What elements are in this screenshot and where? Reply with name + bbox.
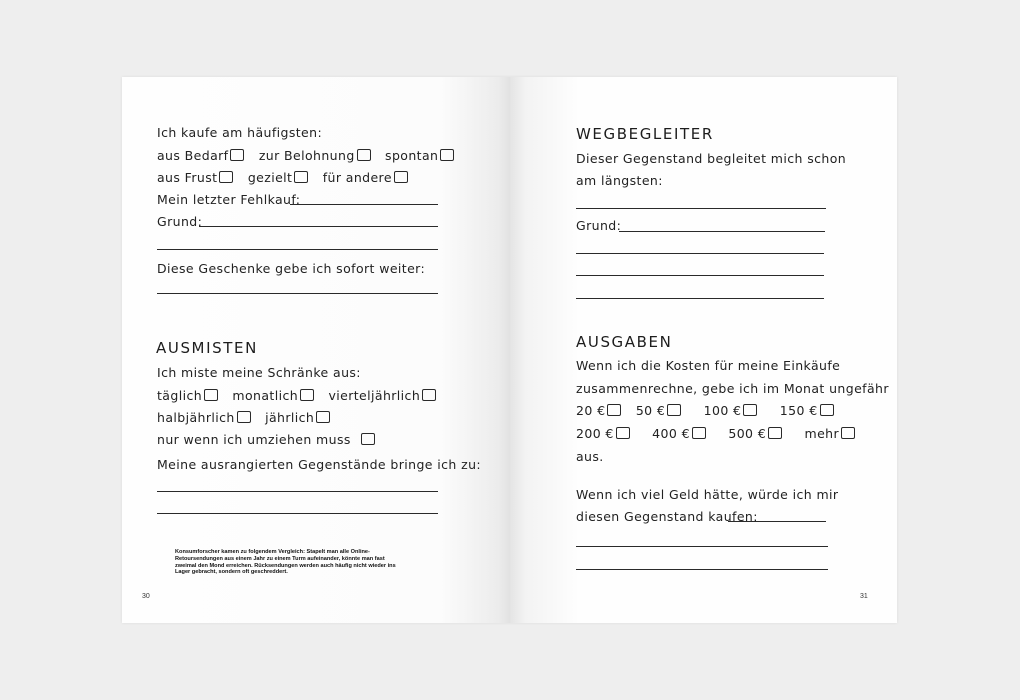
option-label: vierteljährlich <box>328 388 421 403</box>
checkbox[interactable] <box>820 404 834 416</box>
write-line[interactable] <box>576 298 824 299</box>
section-heading-wegbegleiter: WEGBEGLEITER <box>576 125 714 143</box>
write-line[interactable] <box>576 569 828 570</box>
write-line[interactable] <box>576 546 828 547</box>
last-miss-label: Mein letzter Fehlkauf: <box>157 192 301 207</box>
ausgaben-line-2: zusammenrechne, gebe ich im Monat ungefähr <box>576 381 889 396</box>
checkbox[interactable] <box>841 427 855 439</box>
ausmisten-options-row-1 <box>157 388 438 404</box>
purchase-title: Ich kaufe am häufigsten: <box>157 125 323 140</box>
write-line[interactable] <box>290 204 438 205</box>
checkbox[interactable] <box>667 404 681 416</box>
option-label: mehr <box>804 426 840 441</box>
page-number-right: 31 <box>860 593 868 600</box>
wish-line-1: Wenn ich viel Geld hätte, würde ich mir <box>576 487 839 502</box>
section-heading-ausgaben: AUSGABEN <box>576 333 673 351</box>
wegbegleiter-line-2: am längsten: <box>576 173 663 188</box>
write-line[interactable] <box>157 249 438 250</box>
purchase-options-row-1 <box>157 148 456 164</box>
option-label: täglich <box>157 388 203 403</box>
option-label: monatlich <box>232 388 299 403</box>
option-label: 400 € <box>652 426 690 441</box>
checkbox[interactable] <box>422 389 436 401</box>
page-number-left: 30 <box>142 593 150 600</box>
write-line[interactable] <box>157 513 438 514</box>
option-label: nur wenn ich umziehen muss <box>157 432 351 447</box>
checkbox[interactable] <box>357 149 371 161</box>
gifts-label: Diese Geschenke gebe ich sofort weiter: <box>157 261 426 276</box>
option-label: für andere <box>322 170 392 185</box>
option-label: aus Frust <box>157 170 218 185</box>
option-label: halbjährlich <box>157 410 235 425</box>
footnote: Konsumforscher kamen zu folgendem Vergleich: Stapelt man alle Online-Retoursendungen aus einem Jahr zu einem Turm aufeinander, könnte man fast zweimal den Mond erreichen. Rücksendungen werden auch häufig nicht wieder ins Lager gebracht, sondern oft geschreddert. <box>175 549 396 576</box>
write-line[interactable] <box>157 293 438 294</box>
write-line[interactable] <box>728 521 826 522</box>
option-label: 100 € <box>703 403 742 418</box>
checkbox[interactable] <box>294 171 308 183</box>
write-line[interactable] <box>576 275 824 276</box>
option-label: 20 € <box>576 403 606 418</box>
option-label: gezielt <box>247 170 293 185</box>
checkbox[interactable] <box>300 389 314 401</box>
option-label: zur Belohnung <box>258 148 355 163</box>
option-label: 500 € <box>728 426 767 441</box>
checkbox[interactable] <box>204 389 218 401</box>
checkbox[interactable] <box>768 427 782 439</box>
option-label: 200 € <box>576 426 614 441</box>
left-page <box>122 77 510 623</box>
purchase-options-row-2 <box>157 170 410 186</box>
write-line[interactable] <box>199 226 438 227</box>
checkbox[interactable] <box>440 149 454 161</box>
checkbox[interactable] <box>743 404 757 416</box>
checkbox[interactable] <box>394 171 408 183</box>
write-line[interactable] <box>576 208 826 209</box>
book-spread <box>122 77 897 623</box>
reason-label: Grund: <box>576 218 622 233</box>
bring-label: Meine ausrangierten Gegenstände bringe ich zu: <box>157 457 481 472</box>
checkbox[interactable] <box>361 433 375 445</box>
ausgaben-options-row-1 <box>576 403 836 419</box>
checkbox[interactable] <box>237 411 251 423</box>
option-label: 50 € <box>635 403 666 418</box>
write-line[interactable] <box>619 231 825 232</box>
ausmisten-options-row-2 <box>157 410 332 426</box>
checkbox[interactable] <box>692 427 706 439</box>
checkbox[interactable] <box>219 171 233 183</box>
ausmisten-options-row-3 <box>157 432 377 448</box>
wegbegleiter-line-1: Dieser Gegenstand begleitet mich schon <box>576 151 847 166</box>
option-label: jährlich <box>265 410 315 425</box>
option-label: aus Bedarf <box>157 148 229 163</box>
ausgaben-line-3: aus. <box>576 449 604 464</box>
checkbox[interactable] <box>230 149 244 161</box>
checkbox[interactable] <box>616 427 630 439</box>
option-label: spontan <box>385 148 439 163</box>
wish-line-2: diesen Gegenstand kaufen: <box>576 509 758 524</box>
checkbox[interactable] <box>607 404 621 416</box>
write-line[interactable] <box>157 491 438 492</box>
right-page <box>510 77 897 623</box>
option-label: 150 € <box>779 403 818 418</box>
ausmisten-intro: Ich miste meine Schränke aus: <box>157 365 361 380</box>
section-heading-ausmisten: AUSMISTEN <box>156 339 258 357</box>
write-line[interactable] <box>576 253 824 254</box>
ausgaben-options-row-2 <box>576 426 857 442</box>
checkbox[interactable] <box>316 411 330 423</box>
ausgaben-line-1: Wenn ich die Kosten für meine Einkäufe <box>576 358 841 373</box>
reason-label: Grund: <box>157 214 203 229</box>
